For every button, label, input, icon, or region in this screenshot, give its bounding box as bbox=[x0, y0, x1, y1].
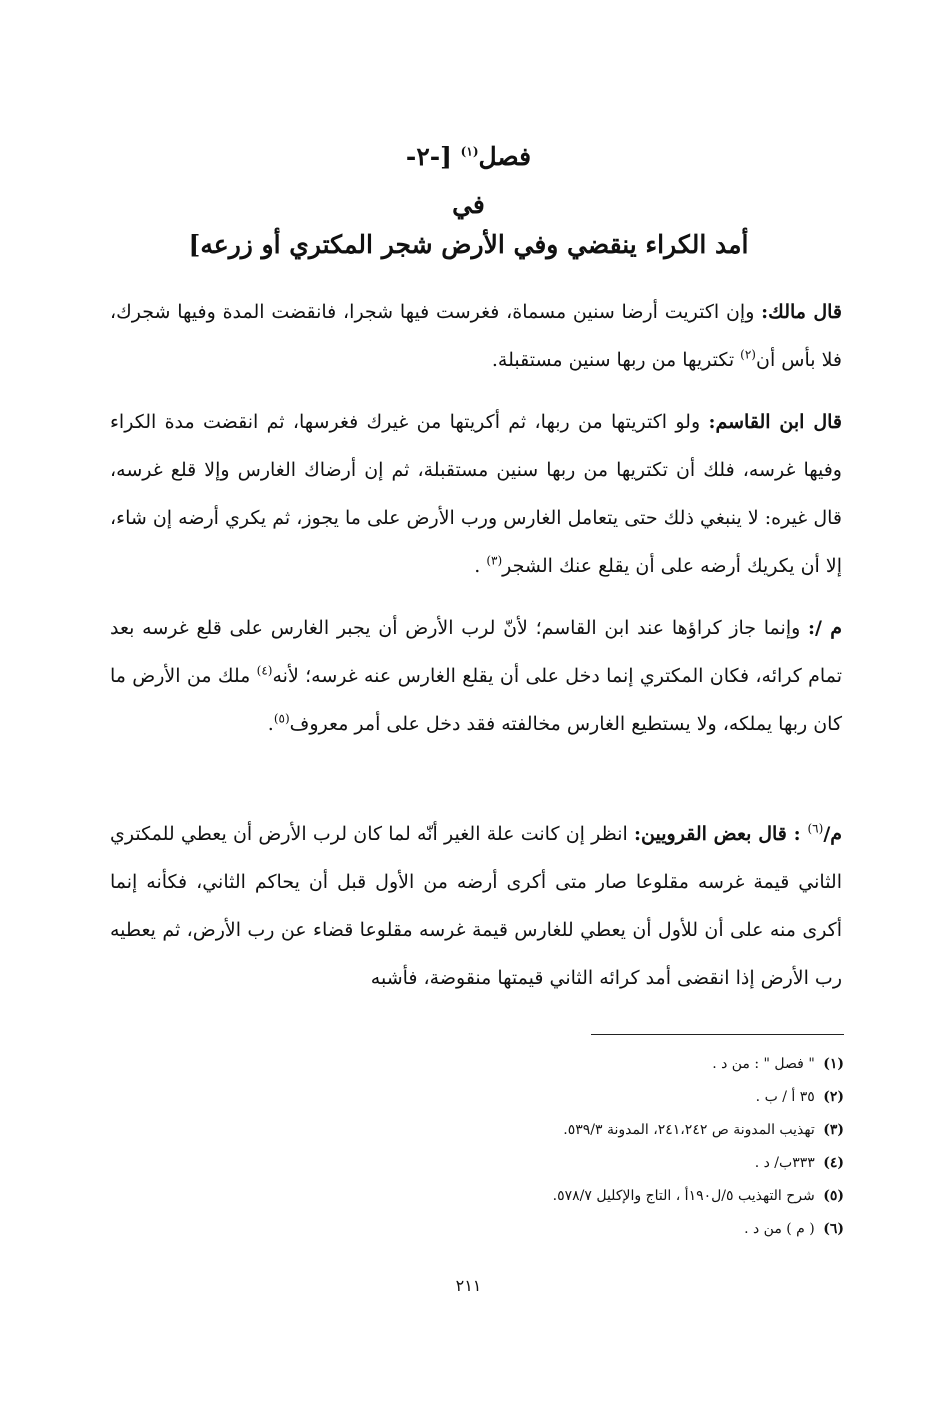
footnote bbox=[344, 1114, 844, 1147]
paragraph-text: . bbox=[267, 713, 274, 735]
paragraph-lead: م /: bbox=[807, 617, 842, 639]
footnote-text: تهذيب المدونة ص ٢٤١،٢٤٢، المدونة ٥٣٩/٣. bbox=[563, 1122, 815, 1138]
footnote-number: (٣) bbox=[823, 1122, 844, 1138]
footnote bbox=[344, 1081, 844, 1114]
paragraph bbox=[110, 604, 842, 748]
footnote-ref: (١) bbox=[460, 144, 479, 159]
paragraph bbox=[110, 398, 842, 590]
paragraph-lead: قال ابن القاسم: bbox=[708, 411, 843, 433]
paragraph-text: ملك من الأرض ما كان ربها يملكه، ولا يستطيع الغارس مخالفته فقد دخل على أمر معروف bbox=[110, 665, 842, 735]
paragraph-text: انظر إن كانت علة الغير أنّه لما كان لرب الأرض أن يعطي للمكتري الثاني قيمة غرسه مقلوعا صار متى أكرى أرضه من الأول قبل أن يحاكم الثاني، فكأنه إنما أكرى منه على أن للأول أن يعطي للغارس قيمة غرسه مقلوعا قضاء عن رب الأرض، ثم يعطيه رب الأرض إذا انقضى أمد كرائه الثاني قيمتها منقوضة، فأشبه bbox=[110, 823, 842, 989]
chapter-heading-word: فصل bbox=[478, 142, 532, 171]
footnote-text: ٣٣٣ب/ د . bbox=[754, 1155, 815, 1171]
footnote-ref: (٤) bbox=[256, 663, 273, 678]
footnote-number: (٦) bbox=[823, 1221, 844, 1237]
chapter-heading-number: [-٢- bbox=[405, 142, 461, 171]
footnote-text: ( م ) من د . bbox=[744, 1221, 815, 1237]
paragraph-text: وإنما جاز كراؤها عند ابن القاسم؛ لأنّ لرب الأرض أن يجبر الغارس على قلع غرسه بعد تمام كرائه، فكان المكتري إنما دخل على أن يقلع الغارس عنه غرسه؛ لأنه bbox=[110, 617, 842, 687]
footnote-number: (١) bbox=[823, 1056, 844, 1072]
paragraph-text: . bbox=[474, 555, 487, 577]
footnotes-list bbox=[344, 1048, 844, 1246]
chapter-heading-preposition: في bbox=[452, 190, 485, 219]
footnote-number: (٤) bbox=[823, 1155, 844, 1171]
footnote bbox=[344, 1048, 844, 1081]
paragraph bbox=[110, 810, 842, 1002]
footnote-ref: (٢) bbox=[740, 347, 756, 362]
footnote-number: (٥) bbox=[823, 1188, 844, 1204]
paragraph bbox=[110, 288, 842, 384]
paragraph-lead: : قال بعض القرويين: bbox=[634, 823, 808, 845]
chapter-heading bbox=[0, 142, 937, 171]
footnote-number: (٢) bbox=[823, 1089, 844, 1105]
footnote bbox=[344, 1213, 844, 1246]
paragraph-lead: قال مالك: bbox=[761, 301, 842, 323]
footnote-ref: (٥) bbox=[273, 711, 290, 726]
paragraph-text: ولو اكتريتها من ربها، ثم أكريتها من غيرك فغرسها، ثم انقضت مدة الكراء وفيها غرسه، فلك أن تكتريها من ربها سنين مستقبلة، ثم إن أرضاك الغارس وإلا قلع غرسه، قال غيره: لا ينبغي ذلك حتى يتعامل الغارس ورب الأرض على ما يجوز، ثم يكري أرضه إن شاء، إلا أن يكريك أرضه على أن يقلع عنك الشجر bbox=[110, 411, 842, 577]
footnote-text: ٣٥ أ / ب . bbox=[755, 1089, 815, 1105]
footnote bbox=[344, 1147, 844, 1180]
paragraph-text: تكتريها من ربها سنين مستقبلة. bbox=[491, 349, 741, 371]
paragraph-text: وإن اكتريت أرضا سنين مسماة، فغرست فيها شجرا، فانقضت المدة وفيها شجرك، فلا بأس أن bbox=[110, 301, 842, 371]
chapter-subtitle: أمد الكراء ينقضي وفي الأرض شجر المكتري أو زرعه] bbox=[188, 230, 749, 259]
footnote-text: شرح التهذيب ٥/ل١٩٠أ ، التاج والإكليل ٥٧٨/٧. bbox=[552, 1188, 815, 1204]
footnote-text: " فصل " : من د . bbox=[712, 1056, 815, 1072]
footnote-ref: (٦) bbox=[807, 821, 824, 836]
footnote-ref: (٣) bbox=[486, 553, 503, 568]
footnote bbox=[344, 1180, 844, 1213]
footnote-divider bbox=[591, 1034, 844, 1035]
page-number: ٢١١ bbox=[455, 1276, 482, 1295]
paragraph-marker: م/ bbox=[823, 823, 843, 845]
